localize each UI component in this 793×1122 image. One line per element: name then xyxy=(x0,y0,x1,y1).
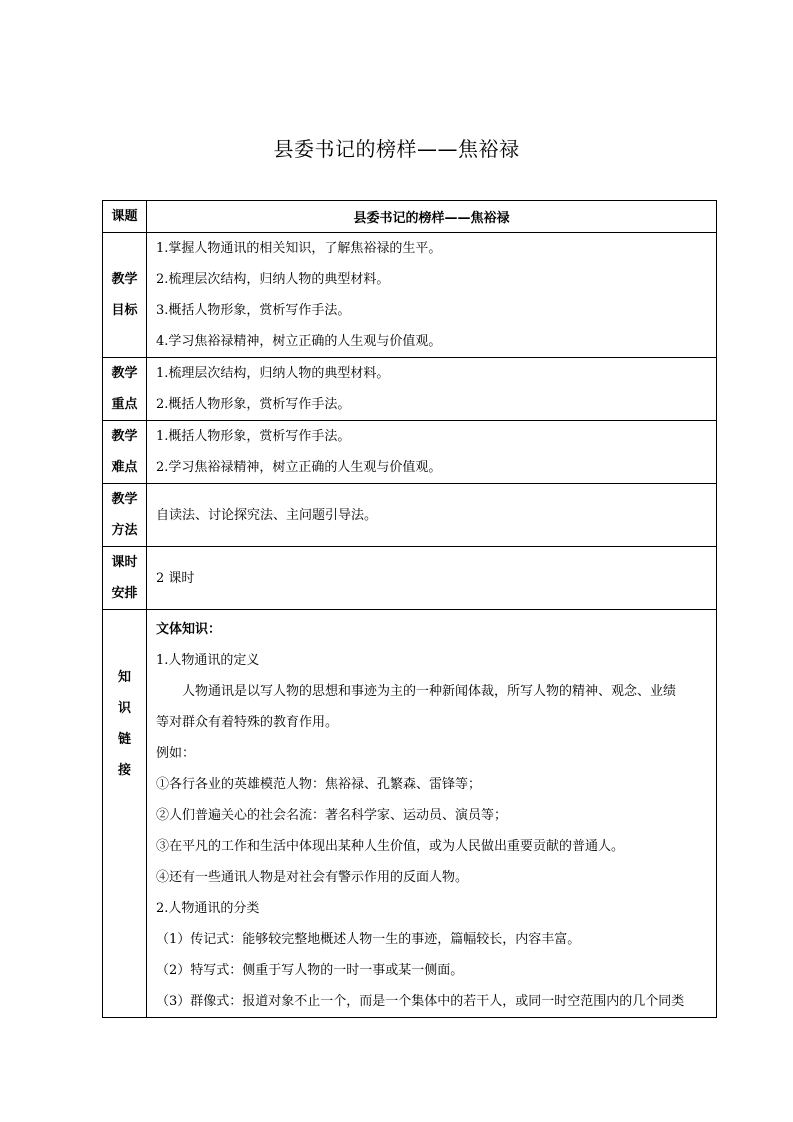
methods-row xyxy=(103,484,717,547)
objectives-content xyxy=(147,233,717,358)
objectives-row xyxy=(103,233,717,358)
lesson-plan-table xyxy=(102,200,717,1018)
key-points-label-1: 教学 xyxy=(111,366,138,381)
objective-item: 4.学习焦裕禄精神，树立正确的人生观与价值观。 xyxy=(156,334,442,349)
topic-label: 课题 xyxy=(111,209,138,224)
definition-text: 等对群众有着特殊的教育作用。 xyxy=(156,715,339,730)
schedule-label-2: 安排 xyxy=(111,586,138,601)
schedule-value: 2 课时 xyxy=(156,570,195,586)
knowledge-label-2: 识 xyxy=(117,701,131,716)
knowledge-row xyxy=(103,610,717,1018)
section-title: 1.人物通讯的定义 xyxy=(156,653,260,668)
key-points-label-2: 重点 xyxy=(111,397,138,412)
example-item: ④还有一些通讯人物是对社会有警示作用的反面人物。 xyxy=(156,870,469,885)
schedule-content xyxy=(147,547,717,610)
objectives-label-2: 目标 xyxy=(111,303,138,318)
type-item: （3）群像式：报道对象不止一个，而是一个集体中的若干人，或同一时空范围内的几个同类 xyxy=(156,994,685,1009)
topic-label-cell xyxy=(103,201,147,233)
objectives-label-cell xyxy=(103,233,147,358)
knowledge-heading: 文体知识： xyxy=(156,622,222,637)
key-points-content xyxy=(147,358,717,421)
topic-row xyxy=(103,201,717,233)
schedule-label-1: 课时 xyxy=(111,555,138,570)
methods-label-2: 方法 xyxy=(111,523,138,538)
key-points-label-cell xyxy=(103,358,147,421)
knowledge-label-4: 接 xyxy=(117,763,131,778)
knowledge-label-cell xyxy=(103,610,147,1018)
schedule-row xyxy=(103,547,717,610)
methods-label-1: 教学 xyxy=(111,492,138,507)
objective-item: 1.掌握人物通讯的相关知识，了解焦裕禄的生平。 xyxy=(156,241,442,256)
methods-content xyxy=(147,484,717,547)
schedule-label-cell xyxy=(103,547,147,610)
difficulties-label-1: 教学 xyxy=(111,429,138,444)
knowledge-label-1: 知 xyxy=(117,670,131,685)
objectives-label-1: 教学 xyxy=(111,272,138,287)
section-title: 2.人物通讯的分类 xyxy=(156,901,260,916)
example-intro: 例如： xyxy=(156,746,196,761)
topic-value: 县委书记的榜样——焦裕禄 xyxy=(147,201,717,233)
difficulties-content xyxy=(147,421,717,484)
methods-label-cell xyxy=(103,484,147,547)
example-item: ②人们普遍关心的社会名流：著名科学家、运动员、演员等； xyxy=(156,808,508,823)
difficulty-item: 2.学习焦裕禄精神，树立正确的人生观与价值观。 xyxy=(156,460,442,475)
difficulty-item: 1.概括人物形象，赏析写作手法。 xyxy=(156,429,351,444)
knowledge-content xyxy=(147,610,717,1018)
knowledge-label-3: 链 xyxy=(117,732,131,747)
type-item: （1）传记式：能够较完整地概述人物一生的事迹，篇幅较长，内容丰富。 xyxy=(156,932,581,947)
key-points-row xyxy=(103,358,717,421)
difficulties-label-cell xyxy=(103,421,147,484)
key-point-item: 1.梳理层次结构，归纳人物的典型材料。 xyxy=(156,366,390,381)
objective-item: 2.梳理层次结构，归纳人物的典型材料。 xyxy=(156,272,390,287)
example-item: ①各行各业的英雄模范人物：焦裕禄、孔繁森、雷锋等； xyxy=(156,777,482,792)
difficulties-row xyxy=(103,421,717,484)
methods-value: 自读法、讨论探究法、主问题引导法。 xyxy=(156,507,378,523)
example-item: ③在平凡的工作和生活中体现出某种人生价值，或为人民做出重要贡献的普通人。 xyxy=(156,839,625,854)
type-item: （2）特写式：侧重于写人物的一时一事或某一侧面。 xyxy=(156,963,464,978)
difficulties-label-2: 难点 xyxy=(111,460,138,475)
document-title: 县委书记的榜样——焦裕禄 xyxy=(273,137,520,161)
objective-item: 3.概括人物形象，赏析写作手法。 xyxy=(156,303,351,318)
definition-text: 人物通讯是以写人物的思想和事迹为主的一种新闻体裁，所写人物的精神、观念、业绩 xyxy=(182,684,677,699)
key-point-item: 2.概括人物形象，赏析写作手法。 xyxy=(156,397,351,412)
